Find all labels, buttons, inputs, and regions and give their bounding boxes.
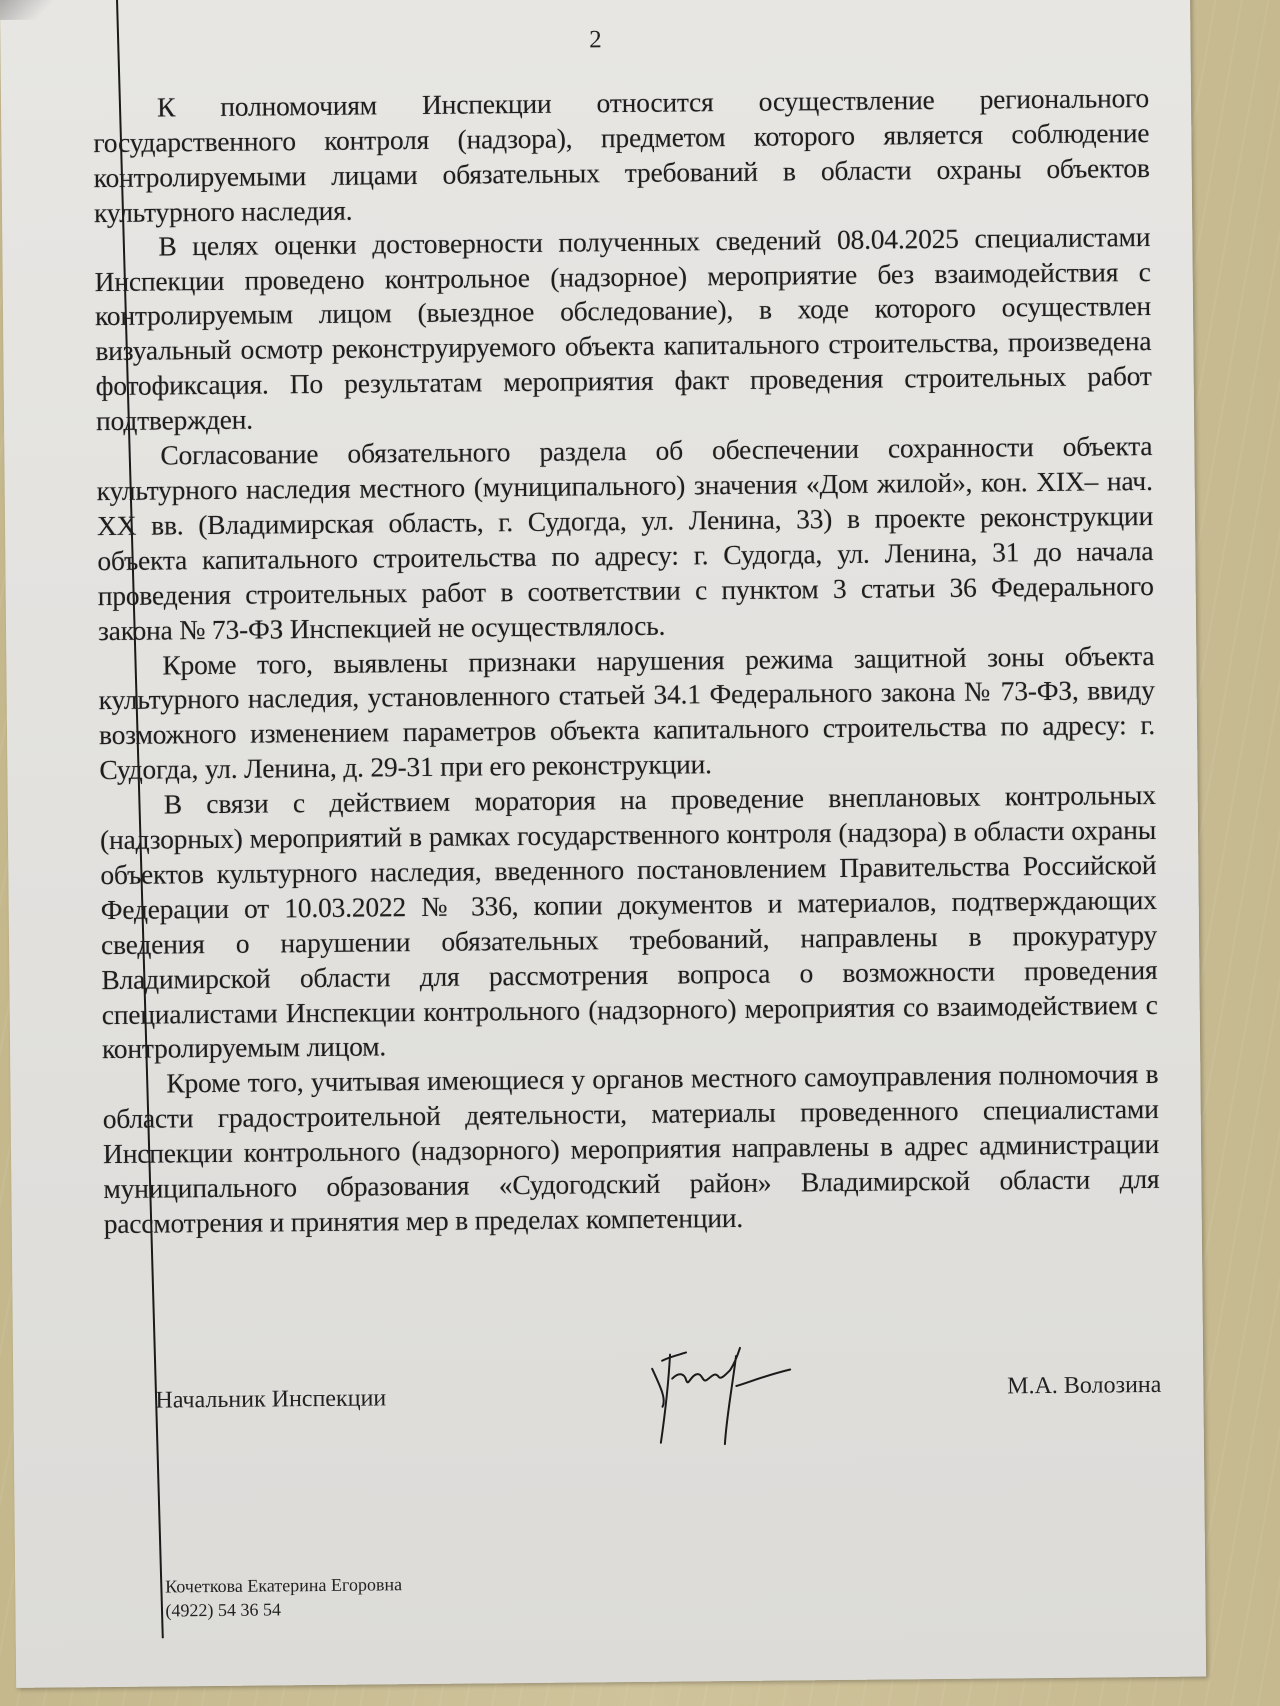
page-fold-shadow [0,0,60,20]
paragraph-moratorium: В связи с действием моратория на проведение внеплановых контрольных (надзорных) мероприятий в рамках государственного контроля (надзора) в области охраны объектов культурного наследия, введенного постановлением Правительства Российской Федерации от 10.03.2022 № 336, копии документов и материалов, подтверждающих сведения о нарушении обязательных требований, направлены в прокуратуру Владимирской области для рассмотрения вопроса о возможности проведения специалистами Инспекции контрольного (надзорного) мероприятия со взаимодействием с контролируемым лицом. [99,779,1158,1065]
signature-block [155,1371,1162,1462]
contact-info [165,1572,402,1622]
paragraph-approval: Согласование обязательного раздела об обеспечении сохранности объекта культурного наследия местного (муниципального) значения «Дом жилой», кон. XIX– нач. XX вв. (Владимирская область, г. Судогда, ул. Ленина, 33) в проекте реконструкции объекта капитального строительства по адресу: г. Судогда, ул. Ленина, 31 до начала проведения строительных работ в соответствии с пунктом 3 статьи 36 Федерального закона № 73-ФЗ Инспекцией не осуществлялось. [96,430,1154,646]
contact-name: Кочеткова Екатерина Егоровна [165,1574,403,1597]
contact-phone: (4922) 54 36 54 [165,1599,282,1621]
paragraph-protective-zone: Кроме того, выявлены признаки нарушения режима защитной зоны объекта культурного наследия, установленного статьей 34.1 Федерального закона № 73-ФЗ, ввиду возможного изменением параметров объекта капитального строительства по адресу: г. Судогда, ул. Ленина, д. 29-31 при его реконструкции. [98,639,1156,786]
handwritten-signature-icon [640,1345,801,1447]
signatory-position: Начальник Инспекции [155,1385,387,1414]
document-body [93,81,1160,1242]
page-number: 2 [589,26,602,54]
paragraph-inspection: В целях оценки достоверности полученных сведений 08.04.2025 специалистами Инспекции проведено контрольное (надзорное) мероприятие без взаимодействия с контролируемым лицом (выездное обследование), в ходе которого осуществлен визуальный осмотр реконструируемого объекта капитального строительства, произведена фотофиксация. По результатам мероприятия факт проведения строительных работ подтвержден. [94,220,1152,437]
signatory-name: М.А. Волозина [1007,1371,1162,1400]
paragraph-authority: К полномочиям Инспекции относится осуществление регионального государственного контроля (надзора), предметом которого является соблюдение контролируемыми лицами обязательных требований в области охраны объектов культурного наследия. [93,81,1150,228]
paragraph-local-government: Кроме того, учитывая имеющиеся у органов местного самоуправления полномочия в области градостроительной деятельности, материалы проведенного специалистами Инспекции контрольного (надзорного) мероприятия направлены в адрес администрации муниципального образования «Судогодский район» Владимирской области для рассмотрения и принятия мер в пределах компетенции. [102,1058,1160,1240]
